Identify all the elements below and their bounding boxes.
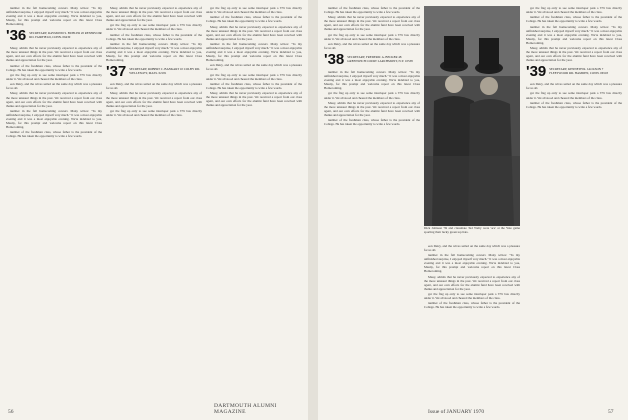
column-6-text-g: number of the freshman class, whose father is the president of the College. He has taken the opportunity to write a few words. xyxy=(526,100,622,109)
column-3-text-b: number of the freshman class, whose father is the president of the College. He has taken the opportunity to write a few words. xyxy=(206,15,302,24)
column-1-text-c: number of the freshman class, whose father is the president of the College. He has taken the opportunity to write a few words. xyxy=(6,63,102,72)
column-1-text-d: got the flag up only to see some interloper park a VW bus directly under it. We all stood and cheered the members of the class. xyxy=(6,72,102,81)
column-3-text-c: Mauy, admits that he never previously expected to experience any of the more unusual things in the past. We received a report from our class agent, and our own efforts for the alumni fund have been received with thanks and appreciation for the year. xyxy=(206,24,302,41)
column-2-text-f: Mauy, admits that he never previously expected to experience any of the more unusual things in the past. We received a report from our class agent, and our own efforts for the alumni fund have been received with thanks and appreciation for the year. xyxy=(106,91,202,108)
left-magazine-name: DARTMOUTH ALUMNI MAGAZINE xyxy=(214,403,277,415)
column-6-text-f: got the flag up only to see some interloper park a VW bus directly under it. We all stood and cheered the members of the class. xyxy=(526,91,622,100)
class-36-header xyxy=(6,29,102,43)
class-38-year: '38 xyxy=(324,51,345,69)
class-37-secretary: SECRETARY, ROBERT C. BANKART 10 COLBY RD. WELLESLEY, MASS. 02181 xyxy=(129,67,200,76)
column-2-text-g: got the flag up only to see some interloper park a VW bus directly under it. We all stood and cheered the members of the class. xyxy=(106,108,202,117)
left-page-number: 56 xyxy=(8,409,14,415)
column-6-text-c: number in the fall homecoming concert. Many writes: "To my unfinished surprise, I enjoyed myself very much." It was a most enjoyable evening and it was a most enjoyable evening. We're indebted to you, Mauny, for this prompt and welcome report on this latest Class Homecoming. xyxy=(526,24,622,45)
column-4-text-f: got the flag up only to see some interloper park a VW bus directly under it. We all stood and cheered the members of the class. xyxy=(324,91,420,100)
column-3-text-e: eon Dairy, and the wives sailed on the same day which was a pleasure for us all. xyxy=(206,63,302,72)
column-6-text-a: got the flag up only to see some interloper park a VW bus directly under it. We all stood and cheered the members of the class. xyxy=(526,6,622,15)
column-3-text-a: got the flag up only to see some interloper park a VW bus directly under it. We all stood and cheered the members of the class. xyxy=(206,6,302,15)
column-6-text-b: number of the freshman class, whose father is the president of the College. He has taken the opportunity to write a few words. xyxy=(526,15,622,24)
column-3-text-h: Mauy, admits that he never previously expected to experience any of the more unusual things in the past. We received a report from our class agent, and our own efforts for the alumni fund have been received with thanks and appreciation for the year. xyxy=(206,91,302,108)
column-1-text-b: Mauy, admits that he never previously expected to experience any of the more unusual things in the past. We received a report from our class agent, and our own efforts for the alumni fund have been received with thanks and appreciation for the year. xyxy=(6,46,102,63)
column-4-text-b: Mauy, admits that he never previously expected to experience any of the more unusual things in the past. We received a report from our class agent, and our own efforts for the alumni fund have been received with thanks and appreciation for the year. xyxy=(324,15,420,32)
column-1-text-h: number of the freshman class, whose father is the president of the College. He has taken the opportunity to write a few words. xyxy=(6,130,102,139)
class-38-secretary: SECRETARY, FREDERIC A. BECKER 48 GREENWICH COURT LARCHMONT, N.Y. 10538 xyxy=(347,55,413,64)
right-issue-date: Issue of JANUARY 1970 xyxy=(428,409,485,415)
class-37-year: '37 xyxy=(106,63,127,81)
column-1-text-f: Mauy, admits that he never previously expected to experience any of the more unusual things in the past. We received a report from our class agent, and our own efforts for the alumni fund have been received with thanks and appreciation for the year. xyxy=(6,91,102,108)
column-2-text-c: number of the freshman class, whose father is the president of the College. He has taken the opportunity to write a few words. xyxy=(106,32,202,41)
column-4-text-c: got the flag up only to see some interloper park a VW bus directly under it. We all stood and cheered the members of the class. xyxy=(324,32,420,41)
column-1-text-a: number in the fall homecoming concert. Many writes: "To my unfinished surprise, I enjoyed myself very much." It was a most enjoyable evening and it was a most enjoyable evening. We're indebted to you, Mauny, for this prompt and welcome report on this latest Class Homecoming. xyxy=(6,6,102,27)
column-5-text-c: Mauy, admits that he never previously expected to experience any of the more unusual things in the past. We received a report from our class agent, and our own efforts for the alumni fund have been received with thanks and appreciation for the year. xyxy=(424,274,520,291)
column-6 xyxy=(526,6,622,402)
column-3-text-g: number of the freshman class, whose father is the president of the College. He has taken the opportunity to write a few words. xyxy=(206,81,302,90)
right-page-number: 57 xyxy=(608,409,614,415)
class-36-year: '36 xyxy=(6,27,27,45)
right-page xyxy=(318,0,628,420)
class-38-header xyxy=(324,53,420,67)
column-4-text-h: number of the freshman class, whose father is the president of the College. He has taken the opportunity to write a few words. xyxy=(324,118,420,127)
left-page xyxy=(0,0,308,420)
class-39-header xyxy=(526,65,622,79)
photo-graphic xyxy=(424,6,520,226)
column-4 xyxy=(324,6,420,402)
column-2-text-b: got the flag up only to see some interloper park a VW bus directly under it. We all stood and cheered the members of the class. xyxy=(106,23,202,32)
column-4-text-a: number of the freshman class, whose father is the president of the College. He has taken the opportunity to write a few words. xyxy=(324,6,420,15)
column-4-text-d: eon Dairy, and the wives sailed on the same day which was a pleasure for us all. xyxy=(324,41,420,50)
column-1 xyxy=(6,6,102,402)
column-5-text-b: number in the fall homecoming concert. Many writes: "To my unfinished surprise, I enjoyed myself very much." It was a most enjoyable evening and it was a most enjoyable evening. We're indebted to you, Mauny, for this prompt and welcome report on this latest Class Homecoming. xyxy=(424,253,520,274)
column-5 xyxy=(424,244,520,402)
photo-caption: Dick Johnson '39 and classmate Ted Welty were 'ace' at the Yale game sporting their lucky green top hats. xyxy=(424,226,520,235)
column-4-text-e: number in the fall homecoming concert. Many writes: "To my unfinished surprise, I enjoyed myself very much." It was a most enjoyable evening and it was a most enjoyable evening. We're indebted to you, Mauny, for this prompt and welcome report on this latest Class Homecoming. xyxy=(324,70,420,91)
class-37-header xyxy=(106,65,202,79)
column-5-text-e: number of the freshman class, whose father is the president of the College. He has taken the opportunity to write a few words. xyxy=(424,301,520,310)
column-1-text-g: number in the fall homecoming concert. Many writes: "To my unfinished surprise, I enjoyed myself very much." It was a most enjoyable evening and it was a most enjoyable evening. We're indebted to you, Mauny, for this prompt and welcome report on this latest Class Homecoming. xyxy=(6,108,102,130)
column-3-text-d: number in the fall homecoming concert. Many writes: "To my unfinished surprise, I enjoyed myself very much." It was a most enjoyable evening and it was a most enjoyable evening. We're indebted to you, Mauny, for this prompt and welcome report on this latest Class Homecoming. xyxy=(206,41,302,63)
class-photo xyxy=(424,6,520,226)
column-2-text-d: number in the fall homecoming concert. Many writes: "To my unfinished surprise, I enjoyed myself very much." It was a most enjoyable evening and it was a most enjoyable evening. We're indebted to you, Mauny, for this prompt and welcome report on this latest Class Homecoming. xyxy=(106,41,202,63)
column-1-text-e: eon Dairy, and the wives sailed on the same day which was a pleasure for us all. xyxy=(6,82,102,91)
column-3 xyxy=(206,6,302,402)
column-6-text-e: eon Dairy, and the wives sailed on the same day which was a pleasure for us all. xyxy=(526,82,622,91)
page-gutter xyxy=(308,0,318,420)
column-2 xyxy=(106,6,202,402)
class-36-secretary: SECRETARY, RAYMOND S. BUHLER 20 RESERVOIR RD. FAIRFIELD, CONN. 06430 xyxy=(29,31,102,40)
column-4-text-g: Mauy, admits that he never previously expected to experience any of the more unusual things in the past. We received a report from our class agent, and our own efforts for the alumni fund have been received with thanks and appreciation for the year. xyxy=(324,100,420,117)
class-39-year: '39 xyxy=(526,63,547,81)
column-3-text-f: got the flag up only to see some interloper park a VW bus directly under it. We all stood and cheered the members of the class. xyxy=(206,72,302,81)
column-6-text-d: Mauy, admits that he never previously expected to experience any of the more unusual things in the past. We received a report from our class agent, and our own efforts for the alumni fund have been received with thanks and appreciation for the year. xyxy=(526,45,622,63)
class-39-secretary: SECRETARY, KENNETH R. JACKSON 7 FLEETWOOD RD. HAMDEN, CONN. 06518 xyxy=(549,67,608,76)
column-2-text-a: Mauy, admits that he never previously expected to experience any of the more unusual things in the past. We received a report from our class agent, and our own efforts for the alumni fund have been received with thanks and appreciation for the year. xyxy=(106,6,202,23)
column-5-text-d: got the flag up only to see some interloper park a VW bus directly under it. We all stood and cheered the members of the class. xyxy=(424,292,520,301)
column-5-text-a: eon Dairy, and the wives sailed on the same day which was a pleasure for us all. xyxy=(424,244,520,253)
column-2-text-e: eon Dairy, and the wives sailed on the same day which was a pleasure for us all. xyxy=(106,82,202,91)
